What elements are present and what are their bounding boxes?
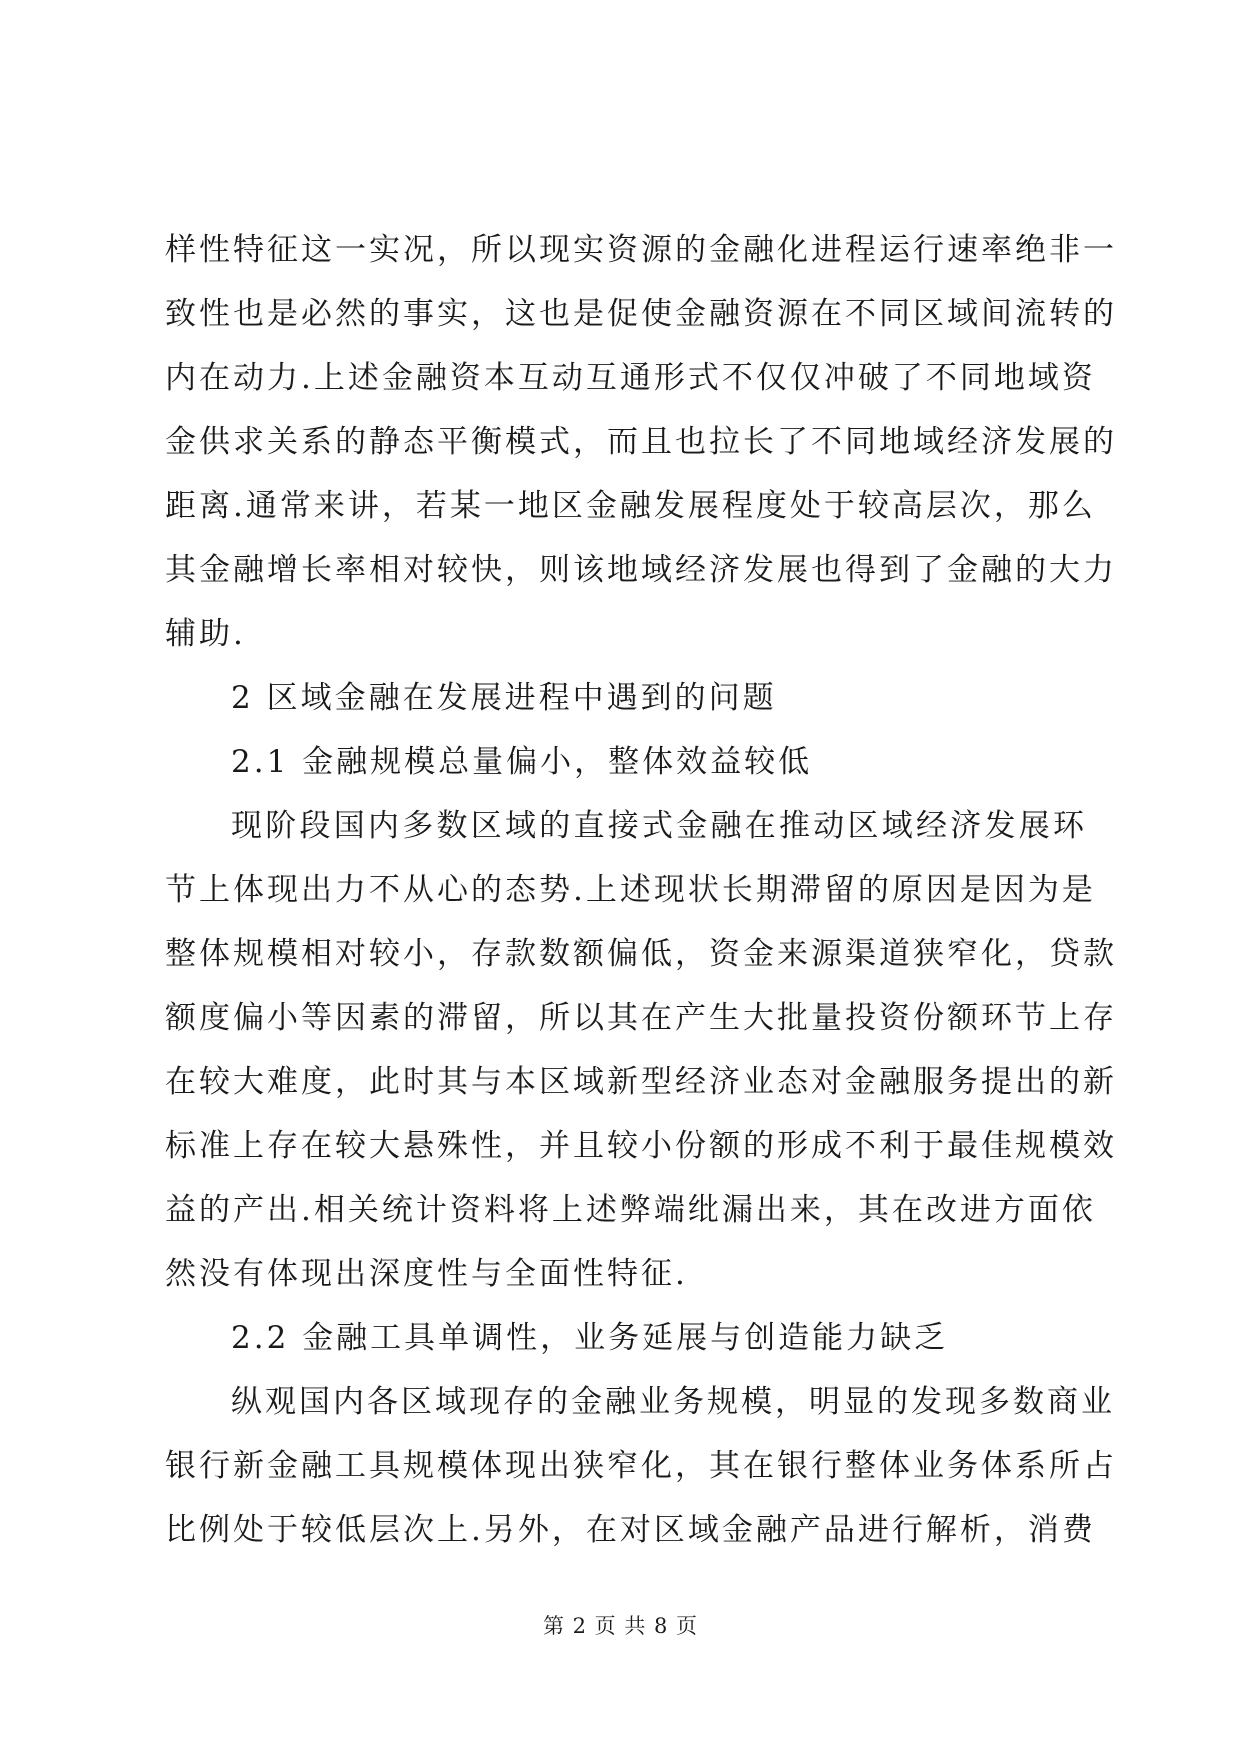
text-line: 距离.通常来讲，若某一地区金融发展程度处于较高层次，那么 xyxy=(165,488,1096,524)
text-line: 2.2 金融工具单调性，业务延展与创造能力缺乏 xyxy=(231,1320,949,1356)
text-line: 其金融增长率相对较快，则该地域经济发展也得到了金融的大力 xyxy=(165,552,1117,588)
text-line: 2 区域金融在发展进程中遇到的问题 xyxy=(231,680,777,716)
text-line: 额度偏小等因素的滞留，所以其在产生大批量投资份额环节上存 xyxy=(165,1000,1117,1036)
text-line: 比例处于较低层次上.另外，在对区域金融产品进行解析，消费 xyxy=(165,1512,1096,1548)
text-line: 2.1 金融规模总量偏小，整体效益较低 xyxy=(231,744,813,780)
text-line: 致性也是必然的事实，这也是促使金融资源在不同区域间流转的 xyxy=(165,296,1117,332)
text-line: 样性特征这一实况，所以现实资源的金融化进程运行速率绝非一 xyxy=(165,232,1117,268)
text-line: 然没有体现出深度性与全面性特征. xyxy=(165,1256,688,1292)
text-line: 内在动力.上述金融资本互动互通形式不仅仅冲破了不同地域资 xyxy=(165,360,1096,396)
text-line: 纵观国内各区域现存的金融业务规模，明显的发现多数商业 xyxy=(231,1384,1115,1420)
text-line: 在较大难度，此时其与本区域新型经济业态对金融服务提出的新 xyxy=(165,1064,1117,1100)
text-line: 银行新金融工具规模体现出狭窄化，其在银行整体业务体系所占 xyxy=(165,1448,1117,1484)
text-line: 现阶段国内多数区域的直接式金融在推动区域经济发展环 xyxy=(231,808,1087,844)
document-body xyxy=(165,218,1117,1562)
text-line: 益的产出.相关统计资料将上述弊端纰漏出来，其在改进方面依 xyxy=(165,1192,1096,1228)
text-line: 金供求关系的静态平衡模式，而且也拉长了不同地域经济发展的 xyxy=(165,424,1117,460)
text-line: 节上体现出力不从心的态势.上述现状长期滞留的原因是因为是 xyxy=(165,872,1096,908)
text-line: 辅助. xyxy=(165,616,246,652)
page-footer: 第 2 页 共 8 页 xyxy=(542,1614,699,1638)
text-line: 标准上存在较大悬殊性，并且较小份额的形成不利于最佳规模效 xyxy=(165,1128,1117,1164)
text-line: 整体规模相对较小，存款数额偏低，资金来源渠道狭窄化，贷款 xyxy=(165,936,1117,972)
